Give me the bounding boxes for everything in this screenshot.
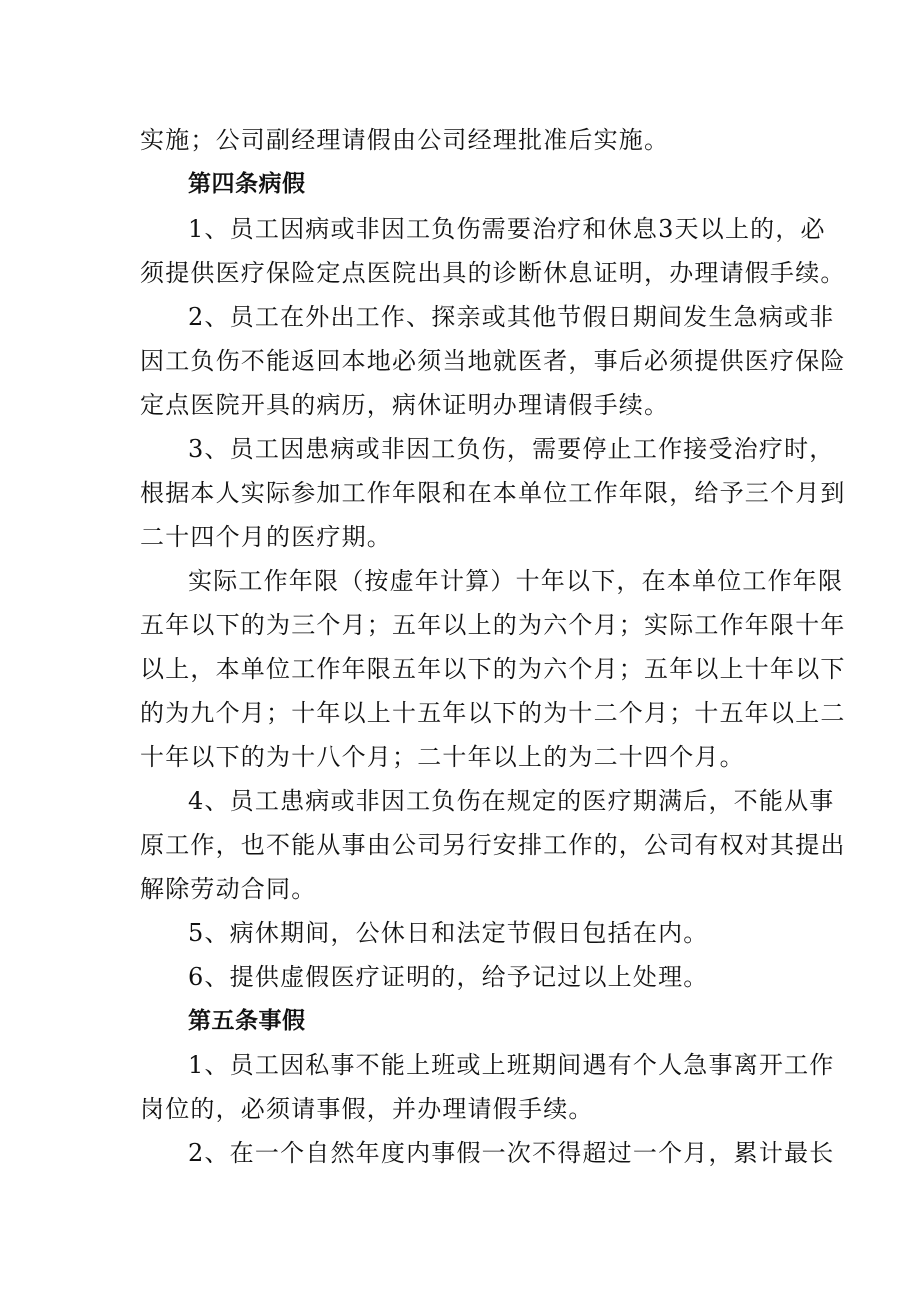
text-line: 2、在一个自然年度内事假一次不得超过一个月，累计最长: [188, 1139, 835, 1167]
text-line: 5、病休期间，公休日和法定节假日包括在内。: [188, 919, 709, 947]
text-line: 须提供医疗保险定点医院出具的诊断休息证明，办理请假手续。: [140, 259, 846, 287]
text-line: 岗位的，必须请事假，并办理请假手续。: [140, 1095, 594, 1123]
text-line: 6、提供虚假医疗证明的，给予记过以上处理。: [188, 963, 709, 991]
text-line: 定点医院开具的病历，病休证明办理请假手续。: [140, 391, 670, 419]
text-line: 解除劳动合同。: [140, 875, 317, 903]
text-line: 1、员工因私事不能上班或上班期间遇有个人急事离开工作: [188, 1051, 835, 1079]
text-line: 原工作，也不能从事由公司另行安排工作的，公司有权对其提出: [140, 831, 846, 859]
text-line: 五年以下的为三个月；五年以上的为六个月；实际工作年限十年: [140, 611, 846, 639]
section-heading-personal-leave: 第五条事假: [188, 1008, 306, 1034]
text-line: 4、员工患病或非因工负伤在规定的医疗期满后，不能从事: [188, 787, 835, 815]
text-line: 十年以下的为十八个月；二十年以上的为二十四个月。: [140, 743, 745, 771]
text-line: 因工负伤不能返回本地必须当地就医者，事后必须提供医疗保险: [140, 347, 846, 375]
text-line: 的为九个月；十年以上十五年以下的为十二个月；十五年以上二: [140, 699, 846, 727]
text-line: 二十四个月的医疗期。: [140, 523, 392, 551]
text-line: 以上，本单位工作年限五年以下的为六个月；五年以上十年以下: [140, 655, 846, 683]
text-line: 1、员工因病或非因工负伤需要治疗和休息3天以上的，必: [188, 215, 826, 243]
text-line: 3、员工因患病或非因工负伤，需要停止工作接受治疗时，: [188, 435, 835, 463]
text-line: 实际工作年限（按虚年计算）十年以下，在本单位工作年限: [188, 567, 844, 595]
text-line: 根据本人实际参加工作年限和在本单位工作年限，给予三个月到: [140, 479, 846, 507]
text-line: 2、员工在外出工作、探亲或其他节假日期间发生急病或非: [188, 303, 835, 331]
section-heading-sick-leave: 第四条病假: [188, 171, 306, 197]
text-line: 实施；公司副经理请假由公司经理批准后实施。: [140, 126, 670, 154]
